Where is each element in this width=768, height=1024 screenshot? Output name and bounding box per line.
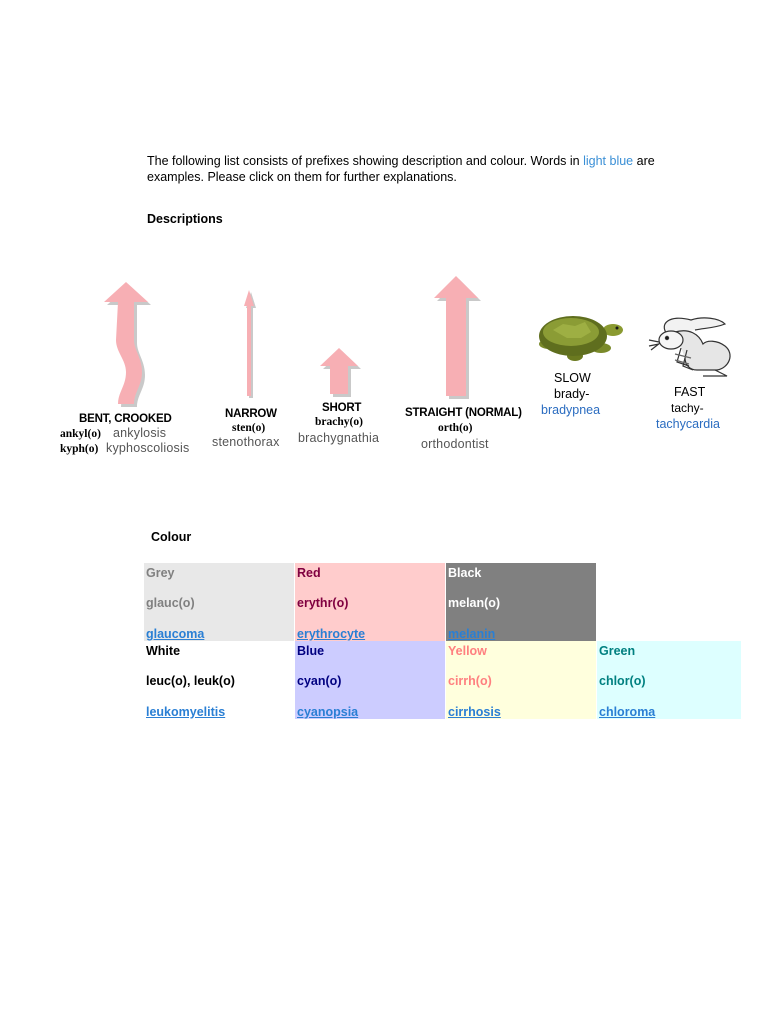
bent-arrow-icon [92, 280, 162, 410]
colour-name-grey: Grey [146, 566, 175, 580]
colour-cell-grey [144, 563, 294, 641]
rabbit-icon [645, 310, 737, 378]
intro-paragraph [147, 153, 687, 185]
colour-link-cyanopsia[interactable]: cyanopsia [297, 705, 359, 719]
colour-prefix-yellow: cirrh(o) [448, 674, 492, 688]
bent-example-2: kyphoscoliosis [106, 441, 190, 455]
colour-name-yellow: Yellow [448, 644, 487, 658]
straight-arrow-icon [434, 274, 484, 402]
colour-prefix-red: erythr(o) [297, 596, 349, 610]
narrow-arrow-icon [240, 288, 260, 400]
slow-prefix: brady- [554, 387, 590, 401]
slow-example-link[interactable]: bradypnea [541, 403, 601, 417]
colour-heading: Colour [151, 530, 192, 544]
fast-title: FAST [674, 385, 706, 399]
colour-name-black: Black [448, 566, 482, 580]
bent-title: BENT, CROOKED [79, 413, 172, 425]
colour-link-melanin[interactable]: melanin [448, 627, 496, 641]
bent-example-1: ankylosis [113, 426, 167, 440]
turtle-icon [527, 304, 625, 366]
colour-name-blue: Blue [297, 644, 325, 658]
colour-prefix-green: chlor(o) [599, 674, 646, 688]
colour-prefix-grey: glauc(o) [146, 596, 195, 610]
colour-link-cirrhosis[interactable]: cirrhosis [448, 705, 501, 719]
narrow-title: NARROW [225, 408, 277, 420]
colour-cell-blue [295, 641, 445, 719]
colour-cell-yellow [446, 641, 596, 719]
short-title: SHORT [322, 402, 362, 414]
fast-prefix: tachy- [671, 401, 704, 415]
colour-name-green: Green [599, 644, 636, 658]
narrow-prefix: sten(o) [232, 422, 266, 434]
narrow-example: stenothorax [212, 435, 280, 449]
short-prefix: brachy(o) [315, 416, 363, 428]
short-arrow-icon [318, 346, 364, 400]
colour-prefix-black: melan(o) [448, 596, 501, 610]
colour-name-red: Red [297, 566, 321, 580]
colour-prefix-blue: cyan(o) [297, 674, 342, 688]
intro-text-after: are examples. Please click on them for further explanations. [147, 154, 655, 184]
straight-example: orthodontist [421, 437, 489, 451]
colour-name-white: White [146, 644, 181, 658]
colour-cell-white [144, 641, 294, 719]
straight-prefix: orth(o) [438, 422, 473, 434]
intro-highlight: light blue [583, 154, 634, 168]
bent-prefix-2: kyph(o) [60, 443, 99, 455]
descriptions-heading: Descriptions [147, 212, 223, 226]
colour-cell-red [295, 563, 445, 641]
colour-link-erythrocyte[interactable]: erythrocyte [297, 627, 366, 641]
slow-title: SLOW [554, 371, 591, 385]
colour-link-leukomyelitis[interactable]: leukomyelitis [146, 705, 226, 719]
bent-prefix-1: ankyl(o) [60, 428, 101, 440]
colour-prefix-white: leuc(o), leuk(o) [146, 674, 235, 688]
colour-cell-black [446, 563, 596, 641]
short-example: brachygnathia [298, 431, 380, 445]
straight-title: STRAIGHT (NORMAL) [405, 407, 522, 419]
colour-cell-green [597, 641, 741, 719]
fast-example-link[interactable]: tachycardia [656, 417, 720, 431]
colour-link-glaucoma[interactable]: glaucoma [146, 627, 205, 641]
intro-text-before: The following list consists of prefixes showing description and colour. Words in [147, 154, 584, 168]
colour-link-chloroma[interactable]: chloroma [599, 705, 656, 719]
